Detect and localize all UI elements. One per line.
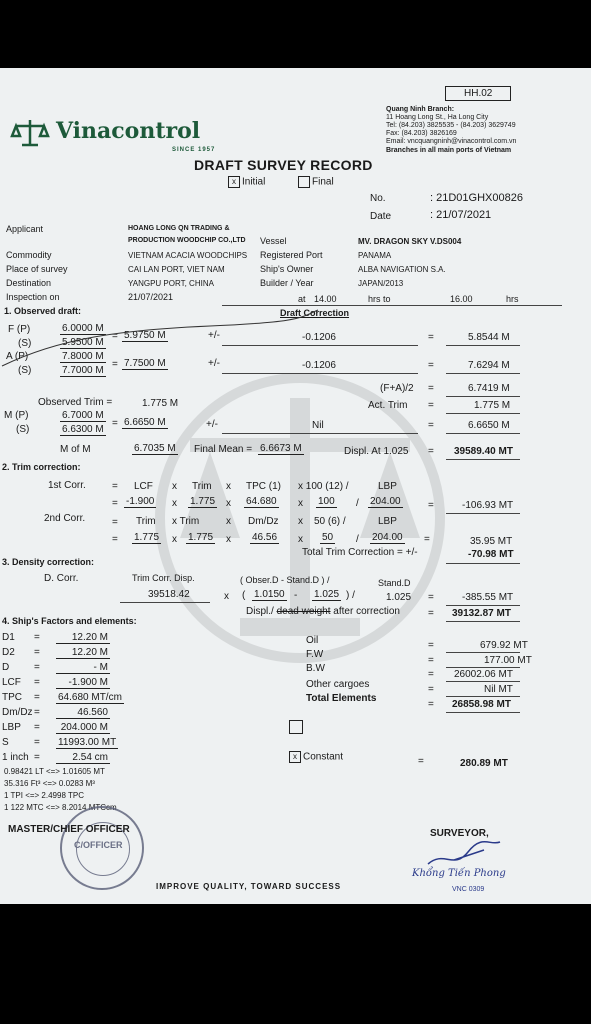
master-label: MASTER/CHIEF OFFICER — [8, 824, 130, 835]
inspection-value: 21/07/2021 — [128, 292, 174, 302]
other-value: Nil MT — [484, 684, 513, 695]
builder-label: Builder / Year — [260, 278, 314, 288]
stamp-text: C/OFFICER — [74, 840, 123, 850]
tcd-label: Trim Corr. Disp. — [132, 573, 195, 583]
form-code: HH.02 — [445, 86, 511, 101]
f-mean: 5.9750 M — [124, 330, 166, 341]
factor-value: 11993.00 MT — [58, 737, 117, 748]
fa2-label: (F+A)/2 — [380, 383, 414, 394]
owner-label: Ship's Owner — [260, 264, 314, 274]
a-result: 7.6294 M — [468, 360, 510, 371]
destination-label: Destination — [6, 278, 52, 288]
no-value: : 21D01GHX00826 — [430, 192, 523, 204]
factor-eq: = — [34, 647, 40, 658]
place-label: Place of survey — [6, 264, 68, 274]
draft-correction-header: Draft Correction — [280, 308, 350, 318]
applicant-value-2: PRODUCTION WOODCHIP CO.,LTD — [128, 237, 246, 244]
final-mean-label: Final Mean = — [194, 444, 253, 455]
section-trim: 2. Trim correction: — [2, 462, 81, 472]
vessel-stamp — [60, 806, 144, 890]
fp-value: 6.0000 M — [62, 323, 104, 334]
m-result: 6.6650 M — [468, 420, 510, 431]
fs-label: (S) — [18, 338, 32, 349]
mofm-value: 6.7035 M — [134, 443, 176, 454]
handwritten-stroke — [0, 308, 320, 368]
place-value: CAI LAN PORT, VIET NAM — [128, 265, 225, 274]
trim-lbp: 204.00 — [370, 496, 401, 507]
factor-value: 12.20 M — [56, 647, 110, 659]
factor-value: 64.680 MT/cm — [58, 692, 122, 703]
date-label: Date — [370, 211, 392, 222]
dcorr-label: D. Corr. — [44, 573, 79, 584]
initial-label: Initial — [242, 176, 266, 188]
factor-label: Dm/Dz — [2, 707, 33, 718]
surveyor-code: VNC 0309 — [452, 886, 485, 893]
final-checkbox[interactable] — [298, 176, 310, 188]
surveyor-label: SURVEYOR, — [430, 828, 489, 839]
total-elements-value: 26858.98 MT — [452, 699, 511, 710]
factor-eq: = — [34, 632, 40, 643]
ms-value: 6.6300 M — [62, 424, 104, 435]
branch-fax: Fax: (84.203) 3826169 — [386, 130, 457, 137]
factor-value: 12.20 M — [56, 632, 110, 644]
ms-label: (S) — [16, 424, 30, 435]
reg-port-label: Registered Port — [260, 250, 323, 260]
std-density: 1.025 — [314, 589, 340, 600]
branch-email: Email: vncquangninh@vinacontrol.com.vn — [386, 138, 517, 145]
act-trim-label: Act. Trim — [368, 400, 408, 411]
f-result: 5.8544 M — [468, 332, 510, 343]
mp-value: 6.7000 M — [62, 410, 104, 421]
builder-value: JAPAN/2013 — [358, 279, 404, 288]
initial-checkbox[interactable]: x — [228, 176, 240, 188]
std-density-2: 1.025 — [386, 592, 412, 603]
section-factors: 4. Ship's Factors and elements: — [2, 616, 137, 626]
conv-4: 1 122 MTC <=> 8.2014 MTCcm — [4, 803, 117, 812]
total-elements-label: Total Elements — [306, 693, 377, 704]
reg-port-value: PANAMA — [358, 251, 392, 260]
factor-value: 2.54 cm — [56, 752, 110, 764]
factor-eq: = — [34, 677, 40, 688]
bw-label: B.W — [306, 663, 325, 674]
factor-eq: = — [34, 692, 40, 703]
option-checkbox[interactable] — [289, 720, 303, 734]
factor-label: D1 — [2, 632, 15, 643]
page-title: DRAFT SURVEY RECORD — [194, 157, 373, 173]
factor-eq: = — [34, 737, 40, 748]
to-value: 16.00 — [450, 294, 473, 304]
factor-value: 46.560 — [56, 707, 110, 719]
factor-eq: = — [34, 752, 40, 763]
trim-trim: 1.775 — [190, 496, 216, 507]
f-corr: -0.1206 — [302, 332, 336, 343]
mp-label: M (P) — [4, 410, 29, 421]
first-corr-label: 1st Corr. — [48, 480, 86, 491]
density-corr-value: -385.55 MT — [462, 592, 514, 603]
company-logo: Vinacontrol — [56, 118, 201, 144]
second-corr-value: 35.95 MT — [470, 536, 513, 547]
m-corr: Nil — [312, 420, 324, 431]
after-correction-value: 39132.87 MT — [452, 608, 511, 619]
constant-checkbox[interactable]: x — [289, 751, 301, 763]
branch-tel: Tel: (84.203) 3825535 - (84.203) 3629749 — [386, 122, 516, 129]
m-mean: 6.6650 M — [124, 417, 166, 428]
conv-3: 1 TPI <=> 2.4998 TPC — [4, 791, 84, 800]
destination-value: YANGPU PORT, CHINA — [128, 279, 214, 288]
at-value: 14.00 — [314, 294, 337, 304]
factor-eq: = — [34, 707, 40, 718]
section-observed: 1. Observed draft: — [4, 306, 82, 316]
after-correction-label: Displ./ dead weight after correction — [246, 606, 400, 617]
final-label: Final — [312, 176, 334, 188]
f-pm: +/- — [208, 330, 220, 341]
company-since: SINCE 1957 — [172, 147, 216, 153]
tcd-value: 39518.42 — [148, 589, 190, 600]
as-value: 7.7000 M — [62, 365, 104, 376]
commodity-label: Commodity — [6, 250, 52, 260]
slogan: IMPROVE QUALITY, TOWARD SUCCESS — [156, 882, 342, 891]
trim-lcf: -1.900 — [126, 496, 155, 507]
conv-2: 35.316 Ft³ <=> 0.0283 M³ — [4, 779, 95, 788]
factor-eq: = — [34, 722, 40, 733]
obs-trim-value: 1.775 M — [142, 398, 179, 409]
final-option[interactable] — [298, 176, 334, 188]
density-formula-label: ( Obser.D - Stand.D ) / — [240, 575, 330, 585]
factor-eq: = — [34, 662, 40, 673]
constant-label: Constant — [303, 751, 344, 763]
factor-label: LBP — [2, 722, 21, 733]
act-trim-value: 1.775 M — [474, 400, 511, 411]
trim-tpc: 64.680 — [246, 496, 277, 507]
vinacontrol-logo-icon — [10, 118, 50, 148]
hrs-to-label: hrs to — [368, 294, 391, 304]
factor-value: -1.900 M — [56, 677, 110, 689]
trim-100: 100 — [318, 496, 335, 507]
a-pm: +/- — [208, 358, 220, 369]
as-label: (S) — [18, 365, 32, 376]
ap-label: A (P) — [6, 351, 29, 362]
final-mean-value: 6.6673 M — [260, 443, 302, 454]
conv-1: 0.98421 LT <=> 1.01605 MT — [4, 767, 105, 776]
initial-option[interactable] — [228, 176, 265, 188]
first-corr-value: -106.93 MT — [462, 500, 514, 511]
factor-label: D — [2, 662, 10, 673]
factor-label: 1 inch — [2, 752, 29, 763]
a-mean: 7.7500 M — [124, 358, 166, 369]
inspection-label: Inspection on — [6, 292, 60, 302]
second-corr-label: 2nd Corr. — [44, 513, 86, 524]
date-value: : 21/07/2021 — [430, 209, 492, 221]
fw-value: 177.00 MT — [484, 655, 532, 666]
obs-density: 1.0150 — [254, 589, 285, 600]
branch-address: 11 Hoang Long St., Ha Long City — [386, 114, 489, 121]
oil-value: 679.92 MT — [480, 640, 528, 651]
hrs-label: hrs — [506, 294, 519, 304]
factor-label: LCF — [2, 677, 21, 688]
m-pm: +/- — [206, 419, 218, 430]
fs-value: 5.9500 M — [62, 337, 104, 348]
vessel-value: MV. DRAGON SKY V.DS004 — [358, 237, 462, 246]
trim-r1-0: LCF — [134, 481, 153, 492]
branches-note: Branches in all main ports of Vietnam — [386, 147, 512, 154]
owner-value: ALBA NAVIGATION S.A. — [358, 265, 446, 274]
factor-label: TPC — [2, 692, 22, 703]
oil-label: Oil — [306, 635, 319, 646]
standd-label: Stand.D — [378, 578, 411, 588]
factor-label: D2 — [2, 647, 15, 658]
other-label: Other cargoes — [306, 679, 370, 690]
constant-value: 280.89 MT — [460, 758, 508, 769]
a-corr: -0.1206 — [302, 360, 336, 371]
commodity-value: VIETNAM ACACIA WOODCHIPS — [128, 251, 248, 260]
obs-trim-label: Observed Trim = — [38, 397, 113, 408]
total-trim-value: -70.98 MT — [468, 549, 514, 560]
mofm-label: M of M — [60, 444, 91, 455]
bw-value: 26002.06 MT — [454, 669, 513, 680]
displ-value: 39589.40 MT — [454, 446, 513, 457]
survey-document: HH.02 Vinacontrol SINCE 1957 Quang Ninh Branch: 11 Hoang Long St., Ha Long City Tel: (84.203) 3825535 - (84.203) 3629749 Fax: (84.203) 3826169 Email: vncquangninh@vinacontrol.com.vn Branches in all main ports of Vietnam DRAFT SURVEY RECORD x Initial Final No. : 21D01GHX00826 Date : 21/07/2021 Applicant HOANG LONG QN TRADING & PRODUCTION WOODCHIP CO.,LTD Vessel MV. DRAGON SKY V.DS004 Commodity VIETNAM ACACIA WOODCHIPS Registered Port PANAMA Place of survey CAI LAN PORT, VIET NAM Ship's Owner ALBA NAVIGATION S.A. Destination YANGPU PORT, CHINA Builder / Year JAPAN/2013 Inspection on 21/07/2021 at 14.00 hrs to 16.00 hrs 1. Observed draft: Draft Correction F (P) (S) 6.0000 M 5.9500 M = 5.9750 M +/- -0.1206 = 5.8544 M A (P) (S) 7.8000 M 7.7000 M = 7.7500 M +/- -0.1206 = 7.6294 M (F+A)/2 = 6.7419 M Observed Trim = 1.775 M Act. Trim = 1.775 M M (P) (S) 6.7000 M 6.6300 M = 6.6650 M +/- Nil = 6.6650 M M of M 6.7035 M Final Mean = 6.6673 M Displ. At 1.025 = 39589.40 MT 2. Trim correction: 1st Corr. = LCF x Trim x TPC (1) x 100 (12) / LBP = -1.900 x 1.775 x 64.680 x 100 / 204.00 = -106.93 MT 2nd Corr. = Trim x Trim x Dm/Dz x 50 (6) / LBP = 1.775 x 1.775 x 46.56 x 50 / 204.00 = 35.95 MT Total Trim Correction = +/- -70.98 MT 3. Density correction: D. Corr. Trim Corr. Disp. ( Obser.D - Stand.D ) / Stand.D 39518.42 x ( 1.0150 - 1.025 ) / 1.025 = -385.55 MT Displ./ dead weight after correction = 39132.87 MT 4. Ship's Factors and elements: 0.98421 LT <=> 1.01605 MT 35.316 Ft³ <=> 0.0283 M³ 1 TPI <=> 2.4998 TPC 1 122 MTC <=> 8.2014 MTCcm Oil = 679.92 MT F.W = 177.00 MT B.W = 26002.06 MT Other cargoes = Nil MT Total Elements = 26858.98 MT x Constant = 280.89 MT C/OFFICER MASTER/CHIEF OFFICER SURVEYOR, Khổng Tiến Phong VNC 0309 IMPROVE QUALITY, TOWARD SUCCESS D1 = 12.20 M D2 = 12.20 M D = - M LCF = -1.900 M TPC = 64.680 MT/cm Dm/Dz = 46.560 LBP = 204.000 M S = 11993.00 MT 1 inch = 2.54 cm — [0, 68, 591, 904]
surveyor-signature-icon — [424, 840, 504, 870]
factor-label: S — [2, 737, 9, 748]
factor-value: - M — [56, 662, 110, 674]
vessel-label: Vessel — [260, 236, 287, 246]
constant-option[interactable] — [289, 751, 343, 763]
at-label: at — [298, 294, 306, 304]
no-label: No. — [370, 193, 386, 204]
applicant-label: Applicant — [6, 224, 44, 234]
ap-value: 7.8000 M — [62, 351, 104, 362]
applicant-value-1: HOANG LONG QN TRADING & — [128, 225, 230, 232]
total-trim-label: Total Trim Correction = +/- — [302, 547, 418, 558]
factor-value: 204.000 M — [56, 722, 110, 734]
fa2-value: 6.7419 M — [468, 383, 510, 394]
displ-label: Displ. At 1.025 — [344, 446, 409, 457]
fw-label: F.W — [306, 649, 324, 660]
fp-label: F (P) — [8, 324, 31, 335]
branch-title: Quang Ninh Branch: — [386, 106, 455, 113]
section-density: 3. Density correction: — [2, 557, 95, 567]
surveyor-name: Khổng Tiến Phong — [412, 868, 506, 879]
